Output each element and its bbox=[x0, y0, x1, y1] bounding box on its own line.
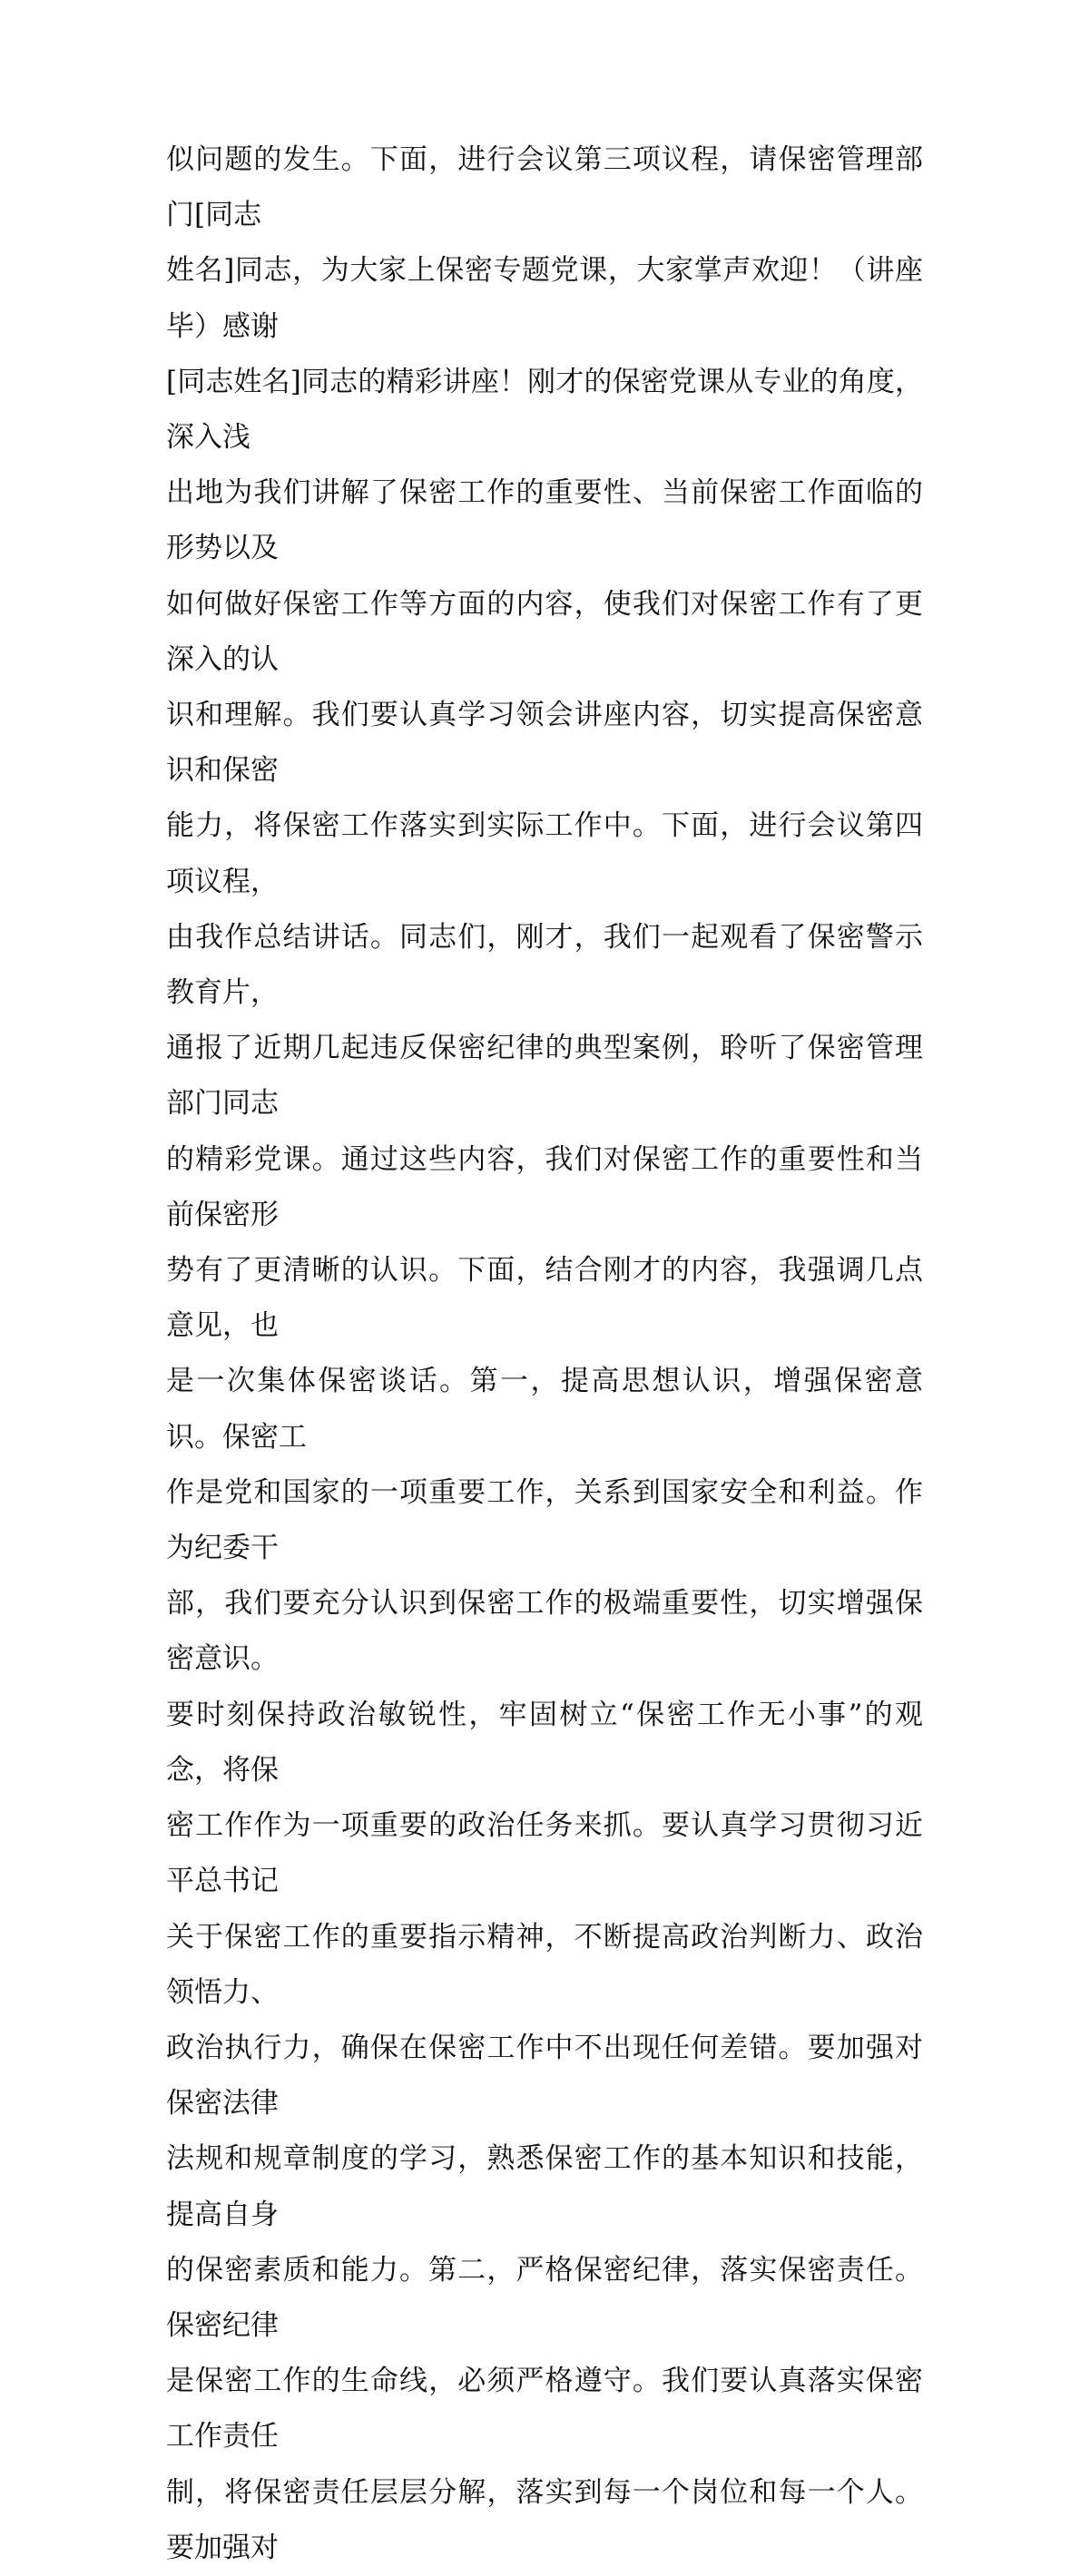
body-paragraph: 似问题的发生。下面，进行会议第三项议程，请保密管理部门[同志 姓名]同志，为大家上保密专题党课，大家掌声欢迎！（讲座毕）感谢 [同志姓名]同志的精彩讲座！刚才的保密党课从专业的角度，深入浅 出地为我们讲解了保密工作的重要性、当前保密工作面临的形势以及 如何做好保密工作等方面的内容，使我们对保密工作有了更深入的认 识和理解。我们要认真学习领会讲座内容，切实提高保密意识和保密 能力，将保密工作落实到实际工作中。下面，进行会议第四项议程， 由我作总结讲话。同志们，刚才，我们一起观看了保密警示教育片， 通报了近期几起违反保密纪律的典型案例，聆听了保密管理部门同志 的精彩党课。通过这些内容，我们对保密工作的重要性和当前保密形 势有了更清晰的认识。下面，结合刚才的内容，我强调几点意见，也 是一次集体保密谈话。第一，提高思想认识，增强保密意识。保密工 作是党和国家的一项重要工作，关系到国家安全和利益。作为纪委干 部，我们要充分认识到保密工作的极端重要性，切实增强保密意识。 要时刻保持政治敏锐性，牢固树立“保密工作无小事”的观念，将保 密工作作为一项重要的政治任务来抓。要认真学习贯彻习近平总书记 关于保密工作的重要指示精神，不断提高政治判断力、政治领悟力、 政治执行力，确保在保密工作中不出现任何差错。要加强对保密法律 法规和规章制度的学习，熟悉保密工作的基本知识和技能，提高自身 的保密素质和能力。第二，严格保密纪律，落实保密责任。保密纪律 是保密工作的生命线，必须严格遵守。我们要认真落实保密工作责任 制，将保密责任层层分解，落实到每一个岗位和每一个人。要加强对 bbox=[166, 143, 923, 2564]
